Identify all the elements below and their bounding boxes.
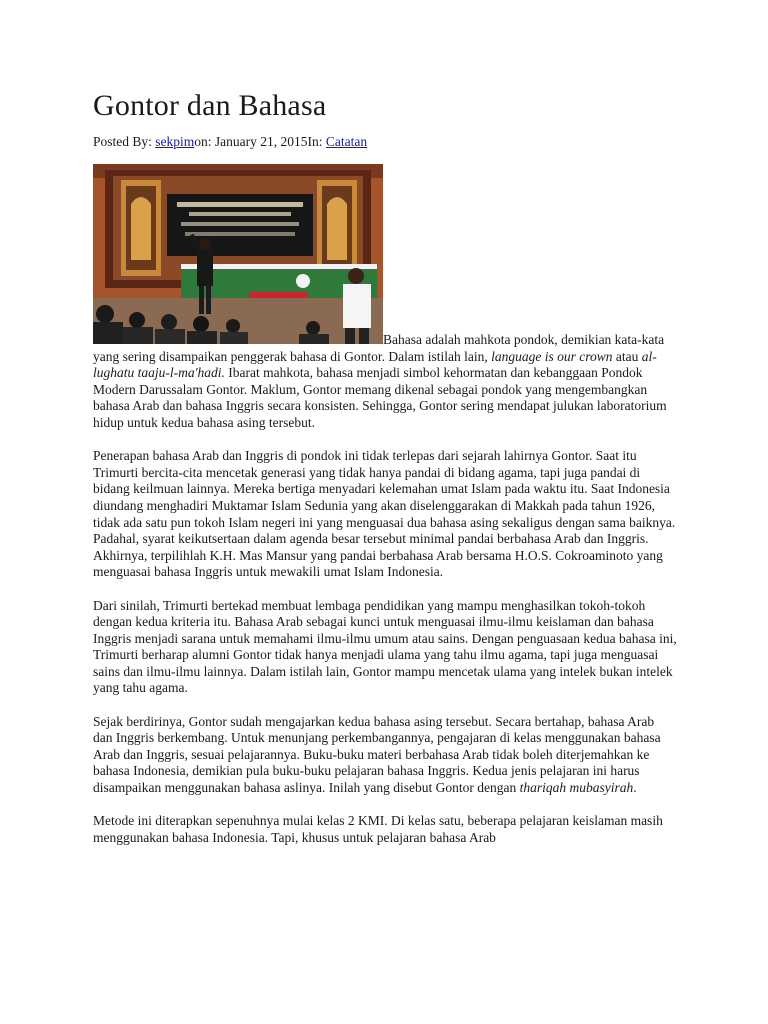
paragraph-3: Dari sinilah, Trimurti bertekad membuat lembaga pendidikan yang mampu menghasilkan tokoh-tokoh dengan kedua kriteria itu. Bahasa Arab sebagai kunci untuk menguasai ilmu-ilmu keislaman dan bahasa Inggris menjadi sarana untuk memahami ilmu-ilmu umum atau sains. Dengan penguasaan kedua bahasa ini, Trimurti berharap alumni Gontor tidak hanya menjadi ulama yang tahu ilmu agama, tapi juga menguasai sains dan ilmu-ilmu lainnya. Dalam istilah lain, Gontor mampu mencetak ulama yang intelek bukan intelek yang tahu agama. (93, 597, 677, 696)
posted-by-label: Posted By: (93, 134, 156, 149)
paragraph-1: Bahasa adalah mahkota pondok, demikian kata-kata yang sering disampaikan penggerak bahasa di Gontor. Dalam istilah lain, language is our crown atau al-lughatu taaju-l-ma'hadi. Ibarat mahkota, bahasa menjadi simbol kehormatan dan kebanggaan Pondok Modern Darussalam Gontor. Maklum, Gontor memang dikenal sebagai pondok yang mengembangkan bahasa Arab dan bahasa Inggris secara konsisten. Sehingga, Gontor sering mendapat julukan laboratorium hidup untuk kedua bahasa asing tersebut. (93, 164, 677, 432)
paragraph-5: Metode ini diterapkan sepenuhnya mulai kelas 2 KMI. Di kelas satu, beberapa pelajaran keislaman masih menggunakan bahasa Indonesia. Tapi, khusus untuk pelajaran bahasa Arab (93, 813, 663, 845)
paragraph-2: Penerapan bahasa Arab dan Inggris di pondok ini tidak terlepas dari sejarah lahirnya Gontor. Saat itu Trimurti bercita-cita mencetak generasi yang tidak hanya pandai di bidang agama, tapi juga pandai di bidang keilmuan lainnya. Mereka bertiga menyadari kelemahan umat Islam pada waktu itu. Saat Indonesia diundang menghadiri Muktamar Islam Sedunia yang akan diselenggarakan di Makkah pada tahun 1926, tidak ada satu pun tokoh Islam negeri ini yang menguasai dua bahasa asing sekaligus dengan sama baiknya. Padahal, syarat keikutsertaan dalam agenda besar tersebut minimal pandai berbahasa Arab dan Inggris. Akhirnya, terpilihlah K.H. Mas Mansur yang pandai berbahasa Arab bersama H.O.S. Cokroaminoto yang menguasai bahasa Inggris untuk mewakili umat Islam Indonesia. (93, 448, 676, 580)
article-title: Gontor dan Bahasa (93, 89, 327, 122)
post-meta (93, 133, 677, 150)
article-body (93, 164, 677, 846)
article-photo (93, 164, 383, 344)
category-link[interactable]: Catatan (325, 134, 368, 149)
paragraph-4: Sejak berdirinya, Gontor sudah mengajarkan kedua bahasa asing tersebut. Secara bertahap, bahasa Arab dan Inggris berkembang. Untuk menunjang perkembangannya, pengajaran di kelas menggunakan bahasa Arab dan Inggris, sesuai pelajarannya. Buku-buku materi berbahasa Arab tidak boleh diterjemahkan ke bahasa Indonesia, demikian pula buku-buku pelajaran bahasa Inggris. Kedua jenis pelajaran ini harus disampaikan menggunakan bahasa aslinya. Inilah yang disebut Gontor dengan thariqah mubasyirah. (93, 713, 661, 796)
article-page (93, 88, 677, 863)
author-link[interactable]: sekpim (155, 134, 195, 149)
date-label: on: January 21, 2015In: (194, 134, 326, 149)
